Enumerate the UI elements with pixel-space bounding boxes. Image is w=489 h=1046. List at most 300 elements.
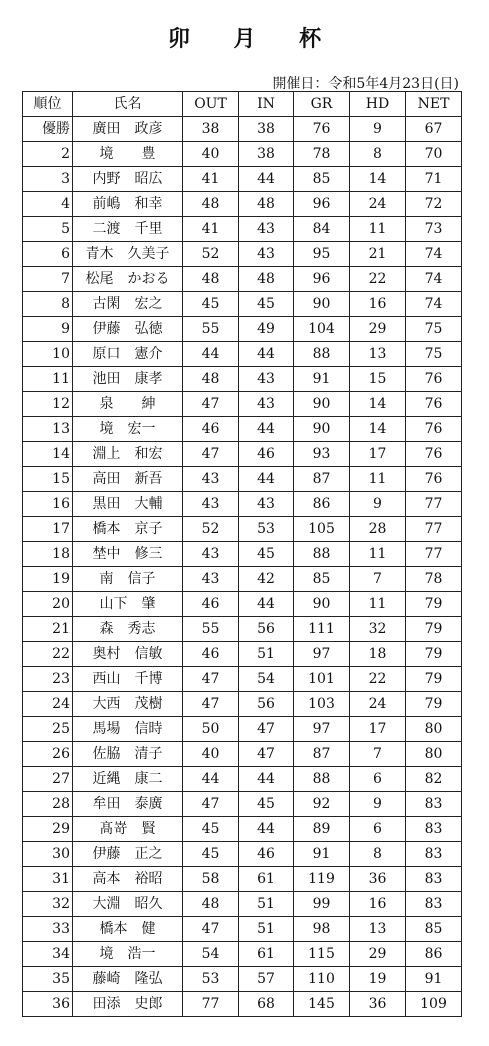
rank-cell: 23 (23, 667, 73, 692)
hd-cell: 17 (350, 442, 406, 467)
hd-cell: 16 (350, 292, 406, 317)
in-cell: 48 (239, 192, 294, 217)
rank-cell: 4 (23, 192, 73, 217)
rank-cell: 22 (23, 642, 73, 667)
name-cell: 馬場 信時 (73, 717, 183, 742)
rank-cell: 17 (23, 517, 73, 542)
name-cell: 泉 紳 (73, 392, 183, 417)
out-cell: 55 (183, 617, 239, 642)
gr-cell: 119 (294, 867, 350, 892)
rank-cell: 18 (23, 542, 73, 567)
gr-cell: 84 (294, 217, 350, 242)
gr-cell: 110 (294, 967, 350, 992)
hd-cell: 8 (350, 142, 406, 167)
net-cell: 79 (406, 667, 462, 692)
table-row (23, 592, 462, 617)
hd-cell: 7 (350, 567, 406, 592)
net-cell: 83 (406, 892, 462, 917)
in-cell: 44 (239, 467, 294, 492)
in-cell: 51 (239, 892, 294, 917)
out-cell: 47 (183, 442, 239, 467)
rank-cell: 5 (23, 217, 73, 242)
hd-cell: 24 (350, 692, 406, 717)
in-cell: 43 (239, 392, 294, 417)
table-row (23, 567, 462, 592)
name-cell: 藤崎 隆弘 (73, 967, 183, 992)
header-row (23, 92, 462, 117)
table-row (23, 817, 462, 842)
in-cell: 44 (239, 342, 294, 367)
name-cell: 森 秀志 (73, 617, 183, 642)
rank-cell: 優勝 (23, 117, 73, 142)
out-cell: 47 (183, 392, 239, 417)
results-body (23, 117, 462, 1017)
hd-cell: 17 (350, 717, 406, 742)
hd-cell: 11 (350, 467, 406, 492)
out-cell: 46 (183, 592, 239, 617)
name-cell: 伊藤 弘徳 (73, 317, 183, 342)
rank-cell: 2 (23, 142, 73, 167)
rank-cell: 10 (23, 342, 73, 367)
net-cell: 79 (406, 692, 462, 717)
rank-cell: 11 (23, 367, 73, 392)
table-row (23, 767, 462, 792)
rank-cell: 13 (23, 417, 73, 442)
net-cell: 109 (406, 992, 462, 1017)
gr-cell: 85 (294, 567, 350, 592)
out-cell: 47 (183, 917, 239, 942)
table-row (23, 967, 462, 992)
name-cell: 原口 憲介 (73, 342, 183, 367)
in-cell: 44 (239, 592, 294, 617)
net-cell: 76 (406, 392, 462, 417)
gr-cell: 103 (294, 692, 350, 717)
in-cell: 48 (239, 267, 294, 292)
net-cell: 76 (406, 442, 462, 467)
name-cell: 橋本 京子 (73, 517, 183, 542)
table-row (23, 917, 462, 942)
name-cell: 淵上 和宏 (73, 442, 183, 467)
name-cell: 埜中 修三 (73, 542, 183, 567)
hd-cell: 7 (350, 742, 406, 767)
net-cell: 76 (406, 417, 462, 442)
gr-cell: 104 (294, 317, 350, 342)
net-cell: 91 (406, 967, 462, 992)
table-row (23, 267, 462, 292)
col-header-net: NET (406, 92, 462, 117)
net-cell: 74 (406, 267, 462, 292)
net-cell: 76 (406, 367, 462, 392)
hd-cell: 6 (350, 767, 406, 792)
table-row (23, 667, 462, 692)
name-cell: 高田 新吾 (73, 467, 183, 492)
table-row (23, 717, 462, 742)
gr-cell: 101 (294, 667, 350, 692)
out-cell: 45 (183, 842, 239, 867)
hd-cell: 21 (350, 242, 406, 267)
table-row (23, 442, 462, 467)
net-cell: 78 (406, 567, 462, 592)
table-row (23, 742, 462, 767)
in-cell: 45 (239, 292, 294, 317)
name-cell: 内野 昭広 (73, 167, 183, 192)
net-cell: 76 (406, 467, 462, 492)
rank-cell: 21 (23, 617, 73, 642)
gr-cell: 85 (294, 167, 350, 192)
name-cell: 佐脇 清子 (73, 742, 183, 767)
name-cell: 境 豊 (73, 142, 183, 167)
hd-cell: 14 (350, 167, 406, 192)
results-table (22, 91, 462, 1017)
hd-cell: 9 (350, 117, 406, 142)
in-cell: 42 (239, 567, 294, 592)
hd-cell: 14 (350, 417, 406, 442)
name-cell: 牟田 泰廣 (73, 792, 183, 817)
net-cell: 75 (406, 317, 462, 342)
net-cell: 79 (406, 592, 462, 617)
out-cell: 47 (183, 792, 239, 817)
out-cell: 53 (183, 967, 239, 992)
gr-cell: 96 (294, 192, 350, 217)
hd-cell: 22 (350, 267, 406, 292)
out-cell: 47 (183, 692, 239, 717)
in-cell: 47 (239, 717, 294, 742)
table-row (23, 867, 462, 892)
table-row (23, 367, 462, 392)
out-cell: 52 (183, 517, 239, 542)
rank-cell: 32 (23, 892, 73, 917)
out-cell: 77 (183, 992, 239, 1017)
net-cell: 72 (406, 192, 462, 217)
in-cell: 43 (239, 242, 294, 267)
out-cell: 48 (183, 892, 239, 917)
gr-cell: 76 (294, 117, 350, 142)
name-cell: 二渡 千里 (73, 217, 183, 242)
name-cell: 青木 久美子 (73, 242, 183, 267)
name-cell: 高本 裕昭 (73, 867, 183, 892)
hd-cell: 24 (350, 192, 406, 217)
rank-cell: 30 (23, 842, 73, 867)
name-cell: 池田 康孝 (73, 367, 183, 392)
hd-cell: 11 (350, 542, 406, 567)
out-cell: 45 (183, 292, 239, 317)
name-cell: 境 浩一 (73, 942, 183, 967)
in-cell: 45 (239, 542, 294, 567)
in-cell: 47 (239, 742, 294, 767)
gr-cell: 92 (294, 792, 350, 817)
table-row (23, 392, 462, 417)
in-cell: 61 (239, 942, 294, 967)
table-row (23, 542, 462, 567)
name-cell: 廣田 政彦 (73, 117, 183, 142)
name-cell: 南 信子 (73, 567, 183, 592)
table-row (23, 117, 462, 142)
event-date: 開催日：令和5年4月23日(日) (272, 76, 459, 92)
table-row (23, 192, 462, 217)
hd-cell: 13 (350, 342, 406, 367)
hd-cell: 15 (350, 367, 406, 392)
in-cell: 46 (239, 442, 294, 467)
out-cell: 40 (183, 742, 239, 767)
hd-cell: 32 (350, 617, 406, 642)
out-cell: 43 (183, 467, 239, 492)
name-cell: 西山 千博 (73, 667, 183, 692)
table-row (23, 842, 462, 867)
table-row (23, 342, 462, 367)
gr-cell: 95 (294, 242, 350, 267)
in-cell: 56 (239, 617, 294, 642)
hd-cell: 36 (350, 867, 406, 892)
gr-cell: 90 (294, 417, 350, 442)
in-cell: 61 (239, 867, 294, 892)
net-cell: 67 (406, 117, 462, 142)
gr-cell: 145 (294, 992, 350, 1017)
gr-cell: 115 (294, 942, 350, 967)
name-cell: 黒田 大輔 (73, 492, 183, 517)
in-cell: 51 (239, 917, 294, 942)
net-cell: 83 (406, 842, 462, 867)
table-row (23, 242, 462, 267)
hd-cell: 13 (350, 917, 406, 942)
out-cell: 45 (183, 817, 239, 842)
net-cell: 77 (406, 542, 462, 567)
out-cell: 54 (183, 942, 239, 967)
hd-cell: 9 (350, 792, 406, 817)
hd-cell: 19 (350, 967, 406, 992)
rank-cell: 12 (23, 392, 73, 417)
gr-cell: 96 (294, 267, 350, 292)
in-cell: 68 (239, 992, 294, 1017)
rank-cell: 19 (23, 567, 73, 592)
net-cell: 83 (406, 792, 462, 817)
rank-cell: 15 (23, 467, 73, 492)
rank-cell: 14 (23, 442, 73, 467)
rank-cell: 29 (23, 817, 73, 842)
col-header-name: 氏名 (73, 92, 183, 117)
rank-cell: 31 (23, 867, 73, 892)
col-header-hd: HD (350, 92, 406, 117)
table-row (23, 467, 462, 492)
col-header-out: OUT (183, 92, 239, 117)
out-cell: 50 (183, 717, 239, 742)
net-cell: 70 (406, 142, 462, 167)
out-cell: 46 (183, 642, 239, 667)
rank-cell: 3 (23, 167, 73, 192)
hd-cell: 14 (350, 392, 406, 417)
net-cell: 71 (406, 167, 462, 192)
out-cell: 43 (183, 567, 239, 592)
net-cell: 79 (406, 642, 462, 667)
rank-cell: 34 (23, 942, 73, 967)
out-cell: 43 (183, 542, 239, 567)
out-cell: 52 (183, 242, 239, 267)
out-cell: 41 (183, 167, 239, 192)
out-cell: 48 (183, 267, 239, 292)
gr-cell: 90 (294, 392, 350, 417)
table-row (23, 292, 462, 317)
in-cell: 53 (239, 517, 294, 542)
net-cell: 79 (406, 617, 462, 642)
out-cell: 47 (183, 667, 239, 692)
page-title: 卯 月 杯 (167, 26, 340, 52)
rank-cell: 7 (23, 267, 73, 292)
gr-cell: 88 (294, 542, 350, 567)
gr-cell: 88 (294, 342, 350, 367)
out-cell: 48 (183, 367, 239, 392)
name-cell: 田添 史郎 (73, 992, 183, 1017)
name-cell: 古閑 宏之 (73, 292, 183, 317)
table-row (23, 167, 462, 192)
out-cell: 43 (183, 492, 239, 517)
out-cell: 41 (183, 217, 239, 242)
gr-cell: 97 (294, 642, 350, 667)
net-cell: 80 (406, 717, 462, 742)
gr-cell: 87 (294, 467, 350, 492)
name-cell: 髙嵜 賢 (73, 817, 183, 842)
rank-cell: 33 (23, 917, 73, 942)
table-row (23, 142, 462, 167)
name-cell: 近縄 康二 (73, 767, 183, 792)
rank-cell: 28 (23, 792, 73, 817)
hd-cell: 29 (350, 317, 406, 342)
name-cell: 伊藤 正之 (73, 842, 183, 867)
rank-cell: 20 (23, 592, 73, 617)
net-cell: 83 (406, 817, 462, 842)
net-cell: 82 (406, 767, 462, 792)
name-cell: 境 宏一 (73, 417, 183, 442)
net-cell: 80 (406, 742, 462, 767)
in-cell: 43 (239, 492, 294, 517)
hd-cell: 11 (350, 592, 406, 617)
rank-cell: 9 (23, 317, 73, 342)
net-cell: 73 (406, 217, 462, 242)
gr-cell: 91 (294, 367, 350, 392)
table-row (23, 992, 462, 1017)
in-cell: 44 (239, 417, 294, 442)
rank-cell: 16 (23, 492, 73, 517)
name-cell: 大淵 昭久 (73, 892, 183, 917)
out-cell: 46 (183, 417, 239, 442)
hd-cell: 29 (350, 942, 406, 967)
gr-cell: 98 (294, 917, 350, 942)
rank-cell: 6 (23, 242, 73, 267)
hd-cell: 16 (350, 892, 406, 917)
in-cell: 44 (239, 767, 294, 792)
rank-cell: 35 (23, 967, 73, 992)
name-cell: 大西 茂樹 (73, 692, 183, 717)
gr-cell: 93 (294, 442, 350, 467)
table-row (23, 492, 462, 517)
net-cell: 74 (406, 242, 462, 267)
out-cell: 48 (183, 192, 239, 217)
net-cell: 86 (406, 942, 462, 967)
rank-cell: 26 (23, 742, 73, 767)
out-cell: 38 (183, 117, 239, 142)
gr-cell: 86 (294, 492, 350, 517)
in-cell: 51 (239, 642, 294, 667)
table-row (23, 617, 462, 642)
table-row (23, 792, 462, 817)
net-cell: 77 (406, 492, 462, 517)
in-cell: 56 (239, 692, 294, 717)
name-cell: 山下 肇 (73, 592, 183, 617)
table-row (23, 217, 462, 242)
net-cell: 85 (406, 917, 462, 942)
hd-cell: 18 (350, 642, 406, 667)
gr-cell: 91 (294, 842, 350, 867)
hd-cell: 28 (350, 517, 406, 542)
in-cell: 44 (239, 817, 294, 842)
net-cell: 77 (406, 517, 462, 542)
hd-cell: 9 (350, 492, 406, 517)
in-cell: 38 (239, 117, 294, 142)
name-cell: 前嶋 和幸 (73, 192, 183, 217)
hd-cell: 22 (350, 667, 406, 692)
net-cell: 74 (406, 292, 462, 317)
out-cell: 44 (183, 767, 239, 792)
col-header-in: IN (239, 92, 294, 117)
in-cell: 45 (239, 792, 294, 817)
col-header-gr: GR (294, 92, 350, 117)
gr-cell: 99 (294, 892, 350, 917)
in-cell: 49 (239, 317, 294, 342)
out-cell: 40 (183, 142, 239, 167)
table-row (23, 417, 462, 442)
net-cell: 75 (406, 342, 462, 367)
table-row (23, 942, 462, 967)
in-cell: 46 (239, 842, 294, 867)
rank-cell: 25 (23, 717, 73, 742)
gr-cell: 87 (294, 742, 350, 767)
table-row (23, 317, 462, 342)
in-cell: 38 (239, 142, 294, 167)
gr-cell: 105 (294, 517, 350, 542)
in-cell: 44 (239, 167, 294, 192)
col-header-rank: 順位 (23, 92, 73, 117)
table-row (23, 892, 462, 917)
net-cell: 83 (406, 867, 462, 892)
in-cell: 54 (239, 667, 294, 692)
out-cell: 58 (183, 867, 239, 892)
gr-cell: 111 (294, 617, 350, 642)
name-cell: 奥村 信敏 (73, 642, 183, 667)
in-cell: 43 (239, 367, 294, 392)
table-row (23, 517, 462, 542)
gr-cell: 90 (294, 592, 350, 617)
rank-cell: 8 (23, 292, 73, 317)
rank-cell: 36 (23, 992, 73, 1017)
rank-cell: 24 (23, 692, 73, 717)
name-cell: 松尾 かおる (73, 267, 183, 292)
gr-cell: 88 (294, 767, 350, 792)
table-row (23, 642, 462, 667)
in-cell: 43 (239, 217, 294, 242)
gr-cell: 97 (294, 717, 350, 742)
table-row (23, 692, 462, 717)
out-cell: 44 (183, 342, 239, 367)
name-cell: 橋本 健 (73, 917, 183, 942)
in-cell: 57 (239, 967, 294, 992)
gr-cell: 90 (294, 292, 350, 317)
hd-cell: 36 (350, 992, 406, 1017)
out-cell: 55 (183, 317, 239, 342)
gr-cell: 89 (294, 817, 350, 842)
hd-cell: 6 (350, 817, 406, 842)
hd-cell: 11 (350, 217, 406, 242)
rank-cell: 27 (23, 767, 73, 792)
gr-cell: 78 (294, 142, 350, 167)
hd-cell: 8 (350, 842, 406, 867)
